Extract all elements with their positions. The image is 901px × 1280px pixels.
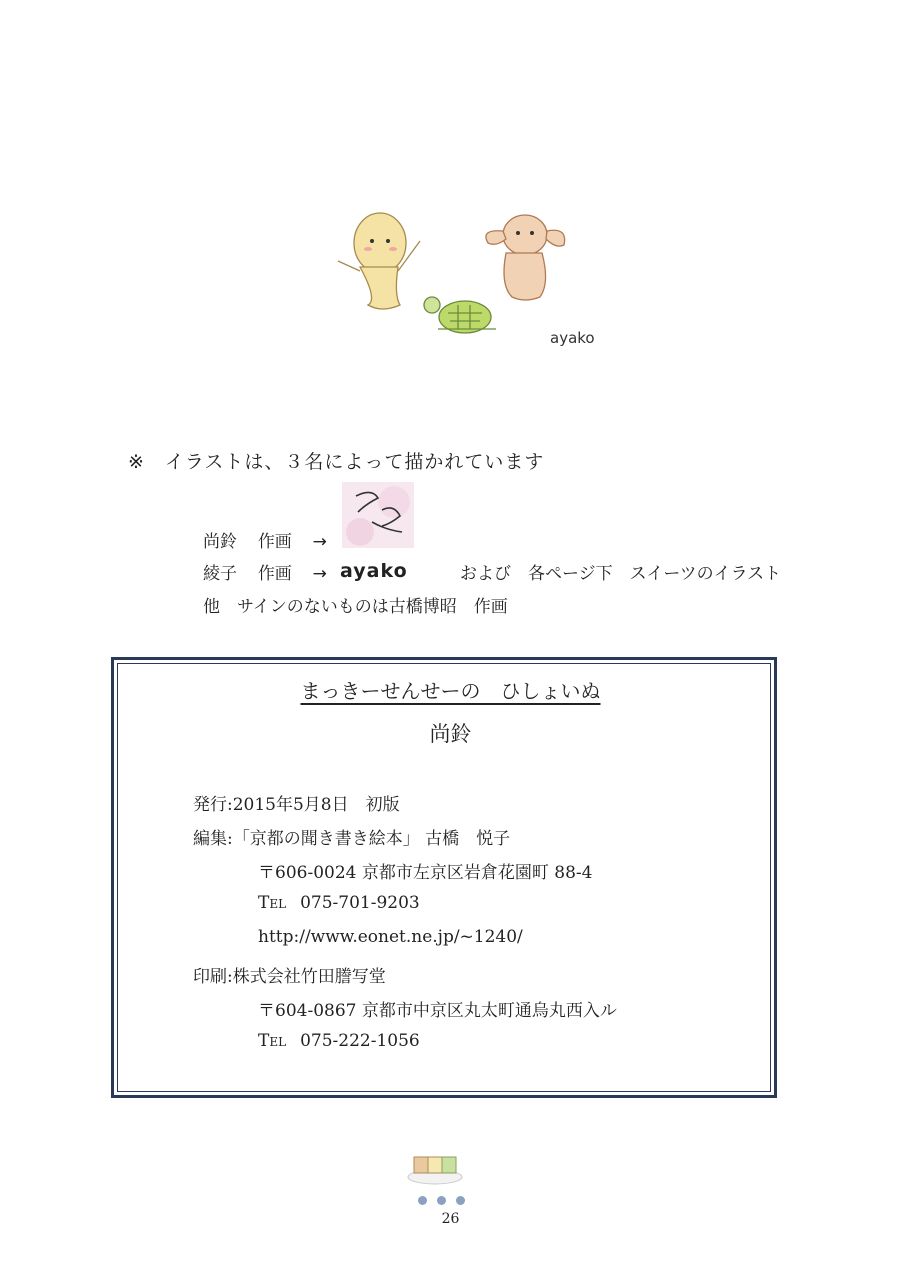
page-dots [418,1196,465,1205]
illustration-signature: ayako [550,329,595,347]
sweets-icon [406,1147,464,1185]
credit-name: 尚鈴 [203,532,237,552]
tel-label: Tel [258,1031,287,1051]
credit-row-2-extra: および 各ページ下 スイーツのイラスト [460,564,782,584]
editor: 編集:「京都の聞き書き絵本」 古橋 悦子 [193,829,511,849]
page-number: 26 [441,1211,460,1227]
illustration-note: ※ イラストは、３名によって描かれています [128,451,545,473]
tel-number: 075-701-9203 [300,893,420,913]
dot-icon [437,1196,446,1205]
credit-role: 作画 [257,532,292,552]
dot-icon [418,1196,427,1205]
printer: 印刷:株式会社竹田謄写堂 [193,967,386,987]
publish-date: 発行:2015年5月8日 初版 [193,795,400,815]
tel-number: 075-222-1056 [300,1031,420,1051]
editor-tel [258,893,420,913]
editor-url: http://www.eonet.ne.jp/~1240/ [258,927,523,947]
credit-row-1 [203,527,327,552]
dot-icon [456,1196,465,1205]
tel-label: Tel [258,893,287,913]
ayako-signature: ayako [340,560,408,582]
book-title: まっきーせんせーの ひしょいぬ [300,679,601,703]
credit-row-3: 他 サインのないものは古橋博昭 作画 [203,597,508,617]
printer-tel [258,1031,420,1051]
turtle-icon [424,297,496,333]
credit-role: 作画 [257,564,292,584]
book-author: 尚鈴 [429,722,472,746]
printer-address: 〒604-0867 京都市中京区丸太町通烏丸西入ル [258,1001,617,1021]
credit-name: 綾子 [203,564,237,584]
arrow-icon: → [312,564,327,584]
arrow-icon: → [312,532,327,552]
handwritten-signature-icon [342,482,414,548]
credit-row-2 [203,559,327,584]
dog-icon [486,215,565,300]
editor-address: 〒606-0024 京都市左京区岩倉花園町 88-4 [258,863,593,883]
characters-illustration [320,205,630,365]
yellow-character-icon [338,213,420,309]
